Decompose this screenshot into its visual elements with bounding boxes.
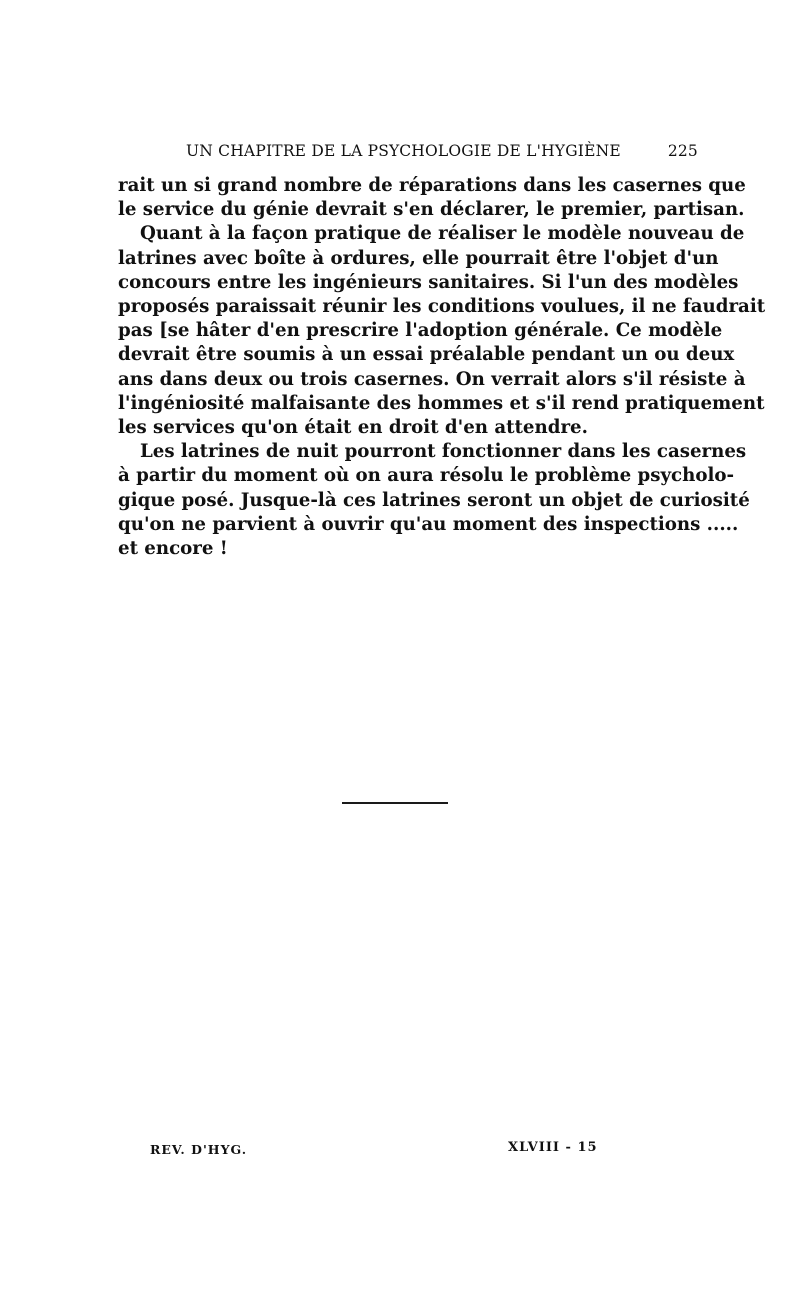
running-head [186, 142, 698, 164]
text-line: Les latrines de nuit pourront fonctionner dans les casernes [140, 441, 747, 463]
text-line: devrait être soumis à un essai préalable pendant un ou deux [118, 344, 735, 366]
text-line: proposés paraissait réunir les conditions voulues, il ne faudrait [118, 296, 766, 318]
text-line: à partir du moment où on aura résolu le problème psycholo- [118, 465, 735, 487]
text-line: gique posé. Jusque-là ces latrines seront un objet de curiosité [118, 489, 750, 511]
text-line: le service du génie devrait s'en déclarer, le premier, partisan. [118, 199, 745, 221]
text-line: et encore ! [118, 538, 228, 560]
paragraph-3 [118, 440, 750, 561]
section-rule [342, 802, 448, 804]
paragraph-2 [118, 222, 766, 440]
text-line: concours entre les ingénieurs sanitaires. Si l'un des modèles [118, 271, 739, 293]
paragraph-1 [118, 174, 746, 222]
text-line: Quant à la façon pratique de réaliser le modèle nouveau de [140, 223, 745, 245]
footer-journal: REV. D'HYG. [150, 1142, 248, 1157]
text-line: l'ingéniosité malfaisante des hommes et s'il rend pratiquement [118, 392, 765, 414]
footer-signature: XLVIII - 15 [508, 1140, 598, 1155]
text-line: rait un si grand nombre de réparations dans les casernes que [118, 175, 746, 196]
body-text [118, 174, 766, 561]
text-line: latrines avec boîte à ordures, elle pourrait être l'objet d'un [118, 247, 719, 269]
page-number: 225 [667, 142, 698, 160]
text-line: qu'on ne parvient à ouvrir qu'au moment des inspections ..... [118, 513, 739, 535]
text-line: les services qu'on était en droit d'en attendre. [118, 417, 588, 439]
text-line: pas [se hâter d'en prescrire l'adoption générale. Ce modèle [118, 320, 723, 342]
running-head-title: UN CHAPITRE DE LA PSYCHOLOGIE DE L'HYGIÈNE [186, 142, 621, 160]
text-line: ans dans deux ou trois casernes. On verrait alors s'il résiste à [118, 368, 746, 390]
